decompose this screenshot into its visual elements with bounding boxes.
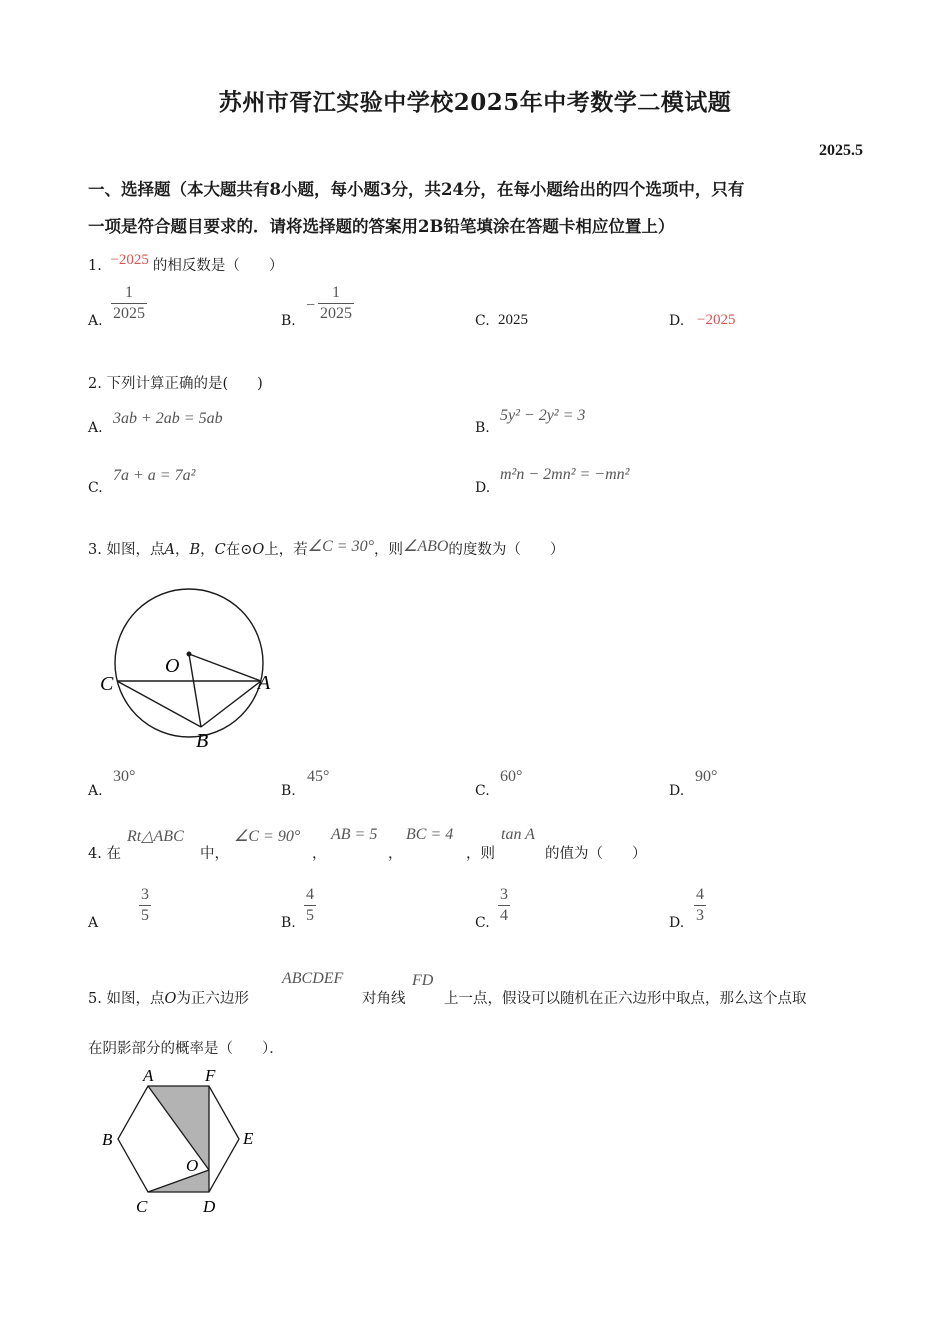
q5-diagonal: FD [412, 972, 434, 989]
section-heading-line1: 一、选择题（本大题共有8小题，每小题3分，共24分，在每小题给出的四个选项中，只有 [88, 180, 745, 199]
q3-number: 3. [88, 542, 102, 558]
q5-label-a: A [143, 1066, 154, 1085]
q4-option-d-fraction [694, 886, 706, 925]
q1-number: 1. [88, 258, 102, 274]
q2-option-b-expr: 5y² − 2y² = 3 [500, 407, 586, 424]
q3-point-a: A [164, 542, 175, 558]
q5-label-d: D [203, 1197, 216, 1216]
q5-text-1: 如图，点 [106, 991, 165, 1007]
q5-label-e: E [243, 1129, 254, 1148]
q3-text-5: 的度数为（ ） [448, 542, 565, 558]
q3-option-c-label: C. [475, 783, 490, 799]
q4-text-2: 中， [200, 846, 229, 862]
q1-option-b-numerator: 1 [332, 284, 340, 301]
q3-circle [115, 589, 263, 737]
q3-option-d-text: 90° [695, 768, 718, 785]
q2-option-d-expr: m²n − 2mn² = −mn² [500, 466, 630, 483]
q5-label-o: O [186, 1156, 199, 1175]
q4-target: tan A [501, 826, 535, 843]
q3-option-d-label: D. [669, 783, 685, 799]
q3-option-a-label: A. [88, 783, 103, 799]
q4-option-a-denominator: 5 [141, 907, 149, 924]
q3-point-o: O [252, 542, 265, 558]
exam-date: 2025.5 [819, 142, 863, 159]
q5-number-and-text [88, 987, 249, 1008]
q4-text-3: ，则 [466, 846, 495, 862]
q3-text-3: 上，若 [264, 542, 308, 558]
q2-option-d-label: D. [475, 480, 491, 496]
q3-chord-ab [201, 681, 261, 727]
q2-stem [88, 372, 263, 393]
q1-option-b-denominator: 2025 [320, 305, 352, 322]
q4-cond-bc: BC = 4 [406, 826, 454, 843]
q5-point-o: O [164, 991, 177, 1007]
q3-center-dot [187, 652, 192, 657]
q3-label-b: B [196, 730, 209, 752]
q4-triangle: Rt△ABC [127, 828, 184, 845]
q1-option-c-text: 2025 [498, 312, 528, 328]
q2-text: 下列计算正确的是( ) [106, 376, 263, 392]
q3-target-angle: ∠ABO [402, 538, 449, 555]
q5-hexagon-name: ABCDEF [282, 970, 344, 987]
q4-option-c-label: C. [475, 915, 490, 931]
q3-point-c: C [214, 542, 226, 558]
q4-option-c-denominator: 4 [500, 907, 508, 924]
q5-label-c: C [136, 1197, 148, 1216]
q1-option-a-numerator: 1 [125, 284, 133, 301]
q3-stem: 3. 如图，点A，B，C在⊙O上，若∠C = 30°，则∠ABO的度数为（ ） [88, 538, 565, 558]
q4-comma-2: ， [388, 846, 403, 862]
q3-radius-oa [189, 654, 261, 681]
q2-option-a-expr: 3ab + 2ab = 5ab [113, 410, 223, 427]
q5-line-2: 在阴影部分的概率是（ ）． [88, 1041, 284, 1057]
q4-cond-ab: AB = 5 [331, 826, 378, 843]
q4-number-and-text [88, 842, 121, 863]
q3-text-2: 在⊙ [225, 542, 253, 558]
page-title: 苏州市胥江实验中学校2025年中考数学二模试题 [218, 89, 732, 116]
q2-option-c-expr: 7a + a = 7a² [113, 467, 196, 484]
q3-condition: ∠C = 30° [307, 538, 374, 555]
q4-cond-angle: ∠C = 90° [234, 828, 301, 845]
q4-option-b-fraction [304, 886, 316, 925]
q3-text-1: 如图，点 [106, 542, 165, 558]
q3-label-o: O [165, 655, 180, 677]
q4-number: 4. [88, 846, 102, 862]
q1-stem [88, 254, 283, 275]
q5-label-f: F [205, 1066, 216, 1085]
q5-text-4: 上一点，假设可以随机在正六边形中取点，那么这个点取 [444, 991, 807, 1007]
q1-option-a-fraction [111, 284, 147, 323]
q1-text: 的相反数是（ ） [152, 258, 284, 274]
q4-option-b-numerator: 4 [306, 886, 314, 903]
q3-option-b-label: B. [281, 783, 296, 799]
q5-hexagon-figure [98, 1062, 268, 1222]
q1-option-a-label: A. [88, 313, 103, 329]
q4-option-a-label: A [88, 915, 99, 931]
q2-option-b-label: B. [475, 420, 490, 436]
q1-option-d-label: D. [669, 313, 685, 329]
q4-text-1: 在 [106, 846, 121, 862]
q3-point-b: B [189, 542, 201, 558]
q2-option-c-label: C. [88, 480, 103, 496]
q3-label-a: A [258, 672, 271, 694]
q5-number: 5. [88, 991, 102, 1007]
q4-option-b-label: B. [281, 915, 296, 931]
q1-option-c-label: C. [475, 313, 490, 329]
q1-option-b-label: B. [281, 313, 296, 329]
q1-expression: −2025 [110, 252, 149, 268]
q4-comma-1: ， [312, 846, 327, 862]
q4-option-a-numerator: 3 [141, 886, 149, 903]
q3-option-a-text: 30° [113, 768, 136, 785]
q3-option-b-text: 45° [307, 768, 330, 785]
q4-option-d-label: D. [669, 915, 685, 931]
q4-option-a-fraction [139, 886, 151, 925]
section-heading-line2: 一项是符合题目要求的．请将选择题的答案用2B铅笔填涂在答题卡相应位置上） [88, 217, 675, 236]
q3-text-4: ，则 [373, 542, 403, 558]
q5-text-3: 对角线 [362, 991, 406, 1007]
q3-radius-ob [189, 654, 201, 727]
q5-label-b: B [102, 1130, 113, 1149]
q3-chord-cb [117, 681, 201, 727]
q4-text-4: 的值为（ ） [545, 846, 647, 862]
q2-option-a-label: A. [88, 420, 103, 436]
q1-option-d-text: −2025 [697, 312, 736, 328]
q3-circle-figure [90, 572, 290, 757]
q3-option-c-text: 60° [500, 768, 523, 785]
q4-option-b-denominator: 5 [306, 907, 314, 924]
q4-option-d-denominator: 3 [696, 907, 704, 924]
q4-option-c-fraction [498, 886, 510, 925]
q1-option-b-fraction [318, 284, 354, 323]
q2-number: 2. [88, 376, 102, 392]
q4-option-c-numerator: 3 [500, 886, 508, 903]
q3-label-c: C [100, 673, 114, 695]
q1-option-b-sign: − [306, 297, 316, 314]
q1-option-a-denominator: 2025 [113, 305, 145, 322]
q4-option-d-numerator: 4 [696, 886, 704, 903]
q5-text-2: 为正六边形 [176, 991, 249, 1007]
